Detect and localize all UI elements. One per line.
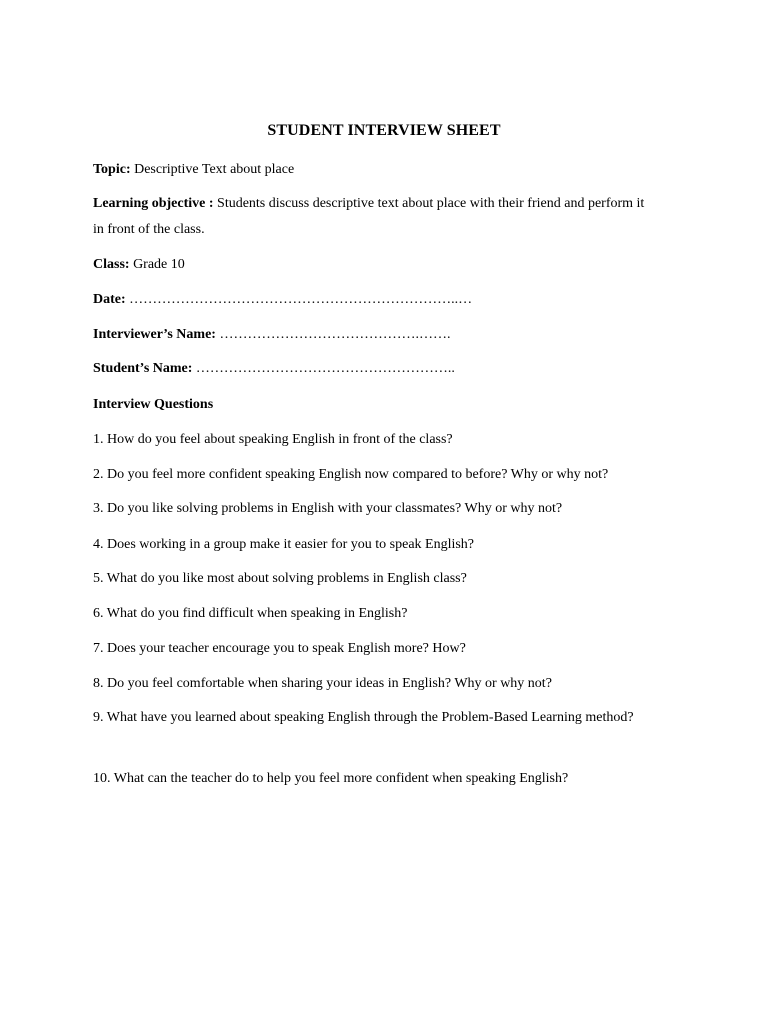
question-item: 9. What have you learned about speaking English through the Problem-Based Learning method? xyxy=(93,710,634,725)
learning-objective-value: Students discuss descriptive text about place with their friend and perform it in front of the class. xyxy=(93,196,645,237)
learning-objective-line xyxy=(93,191,653,243)
date-blank: ……………………………………………………………..… xyxy=(125,292,473,307)
class-value: Grade 10 xyxy=(129,257,185,272)
question-item: 10. What can the teacher do to help you feel more confident when speaking English? xyxy=(93,771,569,786)
student-name-label: Student’s Name: xyxy=(93,361,193,376)
question-item: 1. How do you feel about speaking English in front of the class? xyxy=(93,432,453,447)
student-name-line xyxy=(93,360,455,378)
question-item: 2. Do you feel more confident speaking English now compared to before? Why or why not? xyxy=(93,467,609,482)
class-label: Class: xyxy=(93,257,130,272)
class-line xyxy=(93,256,185,274)
question-item: 6. What do you find difficult when speaking in English? xyxy=(93,606,408,621)
question-item: 4. Does working in a group make it easier for you to speak English? xyxy=(93,537,475,552)
interviewer-name-blank: …………………………………….……. xyxy=(215,327,451,342)
interview-questions-heading: Interview Questions xyxy=(93,397,214,412)
topic-value: Descriptive Text about place xyxy=(130,162,295,177)
topic-line xyxy=(93,161,294,179)
student-name-blank: ……………………………………………….. xyxy=(192,361,455,376)
question-item: 5. What do you like most about solving problems in English class? xyxy=(93,571,467,586)
question-item: 3. Do you like solving problems in English with your classmates? Why or why not? xyxy=(93,501,563,516)
date-line xyxy=(93,291,472,309)
topic-label: Topic: xyxy=(93,162,131,177)
date-label: Date: xyxy=(93,292,126,307)
interviewer-name-label: Interviewer’s Name: xyxy=(93,327,216,342)
interviewer-name-line xyxy=(93,326,450,344)
learning-objective-label: Learning objective : xyxy=(93,196,214,211)
question-item: 8. Do you feel comfortable when sharing your ideas in English? Why or why not? xyxy=(93,676,552,691)
document-title: STUDENT INTERVIEW SHEET xyxy=(267,122,501,139)
question-item: 7. Does your teacher encourage you to speak English more? How? xyxy=(93,641,466,656)
